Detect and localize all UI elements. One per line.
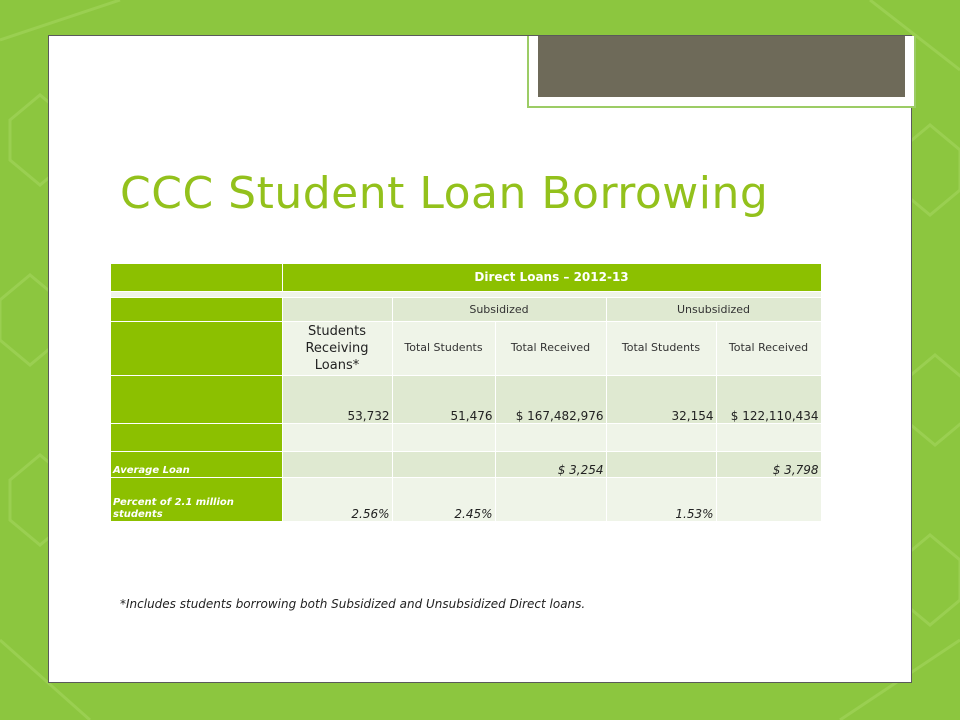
average-loan-row [111,451,821,477]
empty-row [111,423,821,451]
table-banner: Direct Loans – 2012-13 [282,264,821,291]
slide-title: CCC Student Loan Borrowing [120,168,769,219]
unsub-total-students-value: 32,154 [606,375,716,423]
sub-total-students-value: 51,476 [392,375,495,423]
unsubsidized-header: Unsubsidized [606,297,821,321]
header-tab-fill [538,36,905,97]
sub-total-students-percent: 2.45% [392,477,495,521]
group-label-cell [111,297,282,321]
sub-average-loan-value: $ 3,254 [495,451,606,477]
footnote: *Includes students borrowing both Subsidized and Unsubsidized Direct loans. [120,597,586,611]
students-receiving-header: Students Receiving Loans* [282,321,392,375]
unsub-average-loan-value: $ 3,798 [716,451,821,477]
column-header-label-cell [111,321,282,375]
sub-total-received-value: $ 167,482,976 [495,375,606,423]
percent-label: Percent of 2.1 million students [111,477,282,521]
direct-loans-table [111,264,822,522]
percent-row [111,477,821,521]
subsidized-header: Subsidized [392,297,606,321]
unsub-total-received-header: Total Received [716,321,821,375]
unsub-total-received-value: $ 122,110,434 [716,375,821,423]
students-receiving-value: 53,732 [282,375,392,423]
banner-left-cell [111,264,282,291]
unsub-total-students-percent: 1.53% [606,477,716,521]
average-loan-label: Average Loan [111,451,282,477]
group-header-row [111,297,821,321]
table-banner-row [111,264,821,291]
sub-total-received-header: Total Received [495,321,606,375]
group-blank-cell [282,297,392,321]
unsub-total-students-header: Total Students [606,321,716,375]
column-header-row [111,321,821,375]
header-tab-decoration [527,36,916,108]
students-receiving-percent: 2.56% [282,477,392,521]
totals-label-cell [111,375,282,423]
totals-row [111,375,821,423]
sub-total-students-header: Total Students [392,321,495,375]
